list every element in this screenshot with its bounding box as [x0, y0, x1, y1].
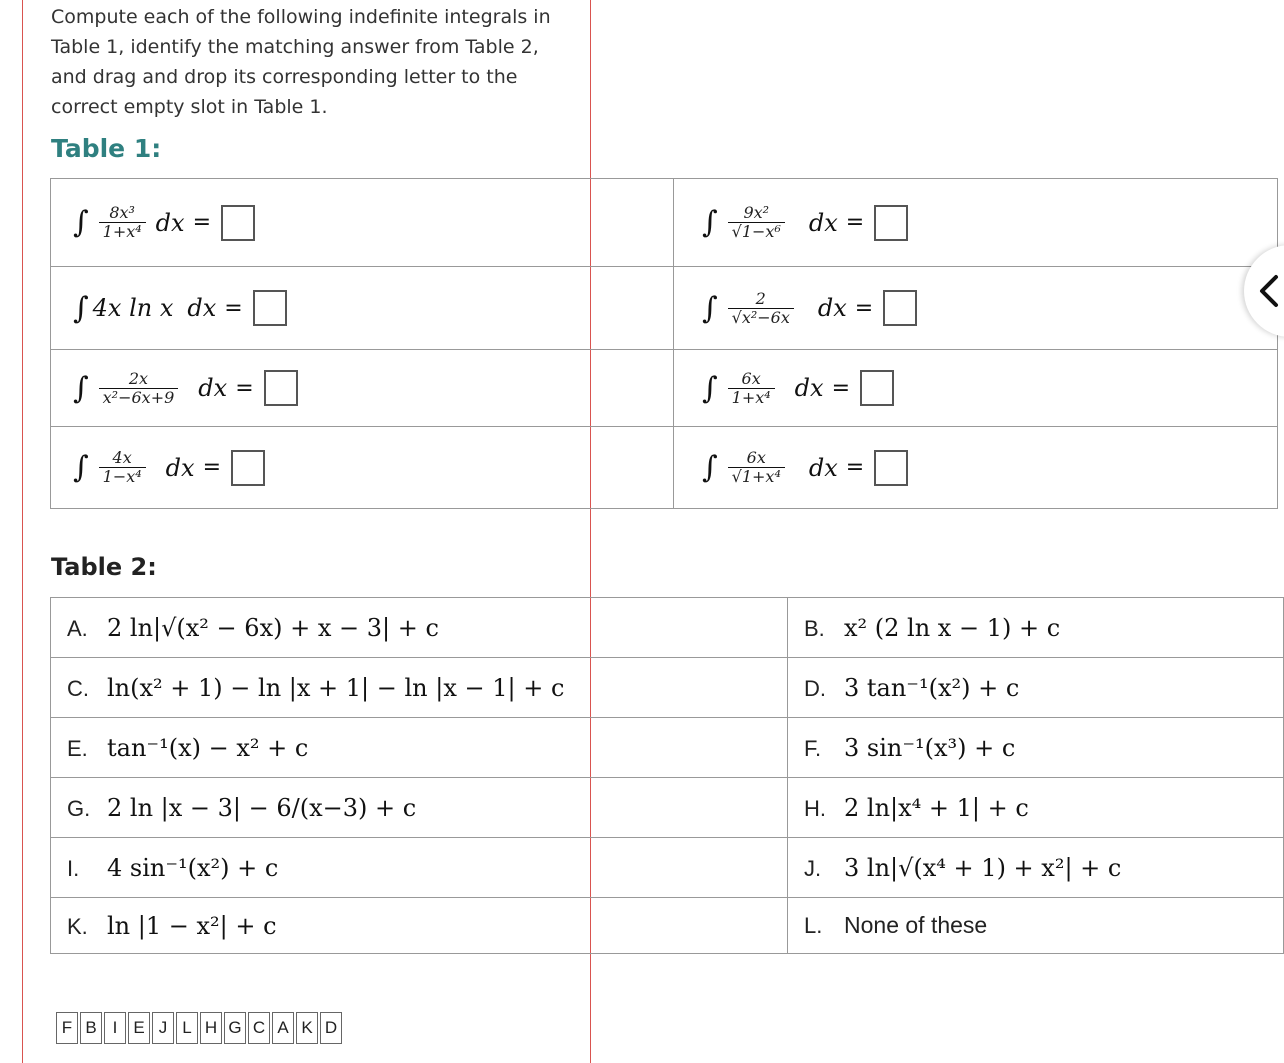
- integral-sign-icon: ∫: [73, 450, 89, 485]
- letter-chip-g[interactable]: G: [224, 1012, 246, 1044]
- table1-title: Table 1:: [51, 134, 162, 163]
- integral-cell: ∫ $\frac{6x}{\text{1+x⁴}}$ dx =: [674, 350, 1278, 427]
- answer-letter: H.: [804, 795, 826, 821]
- letter-chip-l[interactable]: L: [176, 1012, 198, 1044]
- integral-sign-icon: ∫: [702, 370, 718, 406]
- table2-row: [51, 658, 1284, 718]
- answer-expression: 2 ln |x − 3| − 6/(x−3) + c: [107, 793, 417, 822]
- answer-expression: 2 ln|√(x² − 6x) + x − 3| + c: [107, 613, 439, 642]
- answer-cell: [788, 778, 1284, 838]
- answer-cell: [788, 838, 1284, 898]
- table2-row: [51, 838, 1284, 898]
- answer-drop-slot[interactable]: [221, 205, 255, 241]
- integral-cell: ∫ $\frac{2}{\text{√x²−6x}}$ dx =: [674, 267, 1278, 350]
- answer-cell: [788, 718, 1284, 778]
- answer-drop-slot[interactable]: [874, 205, 908, 241]
- answer-drop-slot[interactable]: [883, 290, 917, 326]
- answer-cell: [788, 598, 1284, 658]
- fraction: $\frac{2}{\text{√x²−6x}}$: [728, 290, 794, 327]
- answer-expression: 3 tan⁻¹(x²) + c: [844, 673, 1020, 702]
- answer-expression: 4 sin⁻¹(x²) + c: [107, 853, 279, 882]
- answer-cell: [788, 898, 1284, 954]
- fraction: $\frac{\text{9x²}}{\text{√1−x⁶}}$: [728, 204, 785, 241]
- table2-row: [51, 718, 1284, 778]
- integral-sign-icon: ∫: [73, 290, 89, 326]
- integral-sign-icon: ∫: [702, 450, 718, 485]
- answer-expression: 3 ln|√(x⁴ + 1) + x²| + c: [844, 853, 1122, 882]
- table1-row: [51, 350, 1278, 427]
- answer-cell: [51, 838, 788, 898]
- answer-letter: B.: [804, 615, 825, 641]
- answer-letter: K.: [67, 913, 88, 939]
- letter-chip-f[interactable]: F: [56, 1012, 78, 1044]
- answer-expression: tan⁻¹(x) − x² + c: [107, 733, 309, 762]
- table1-row: [51, 427, 1278, 509]
- answer-letter: J.: [804, 855, 822, 881]
- answer-cell: [51, 598, 788, 658]
- fraction: $\frac{4x}{\text{1−x⁴}}$: [99, 449, 146, 486]
- instructions-text: Compute each of the following indefinite integrals in Table 1, identify the matching answer from Table 2, and drag and drop its corresponding letter to the correct empty slot in Table 1.: [51, 6, 551, 118]
- integral-cell: ∫ $\frac{\text{8x³}}{\text{1+x⁴}}$ dx =: [51, 179, 674, 267]
- integral-cell: ∫ 4x ln x dx =: [51, 267, 674, 350]
- table2: [50, 597, 1284, 954]
- fraction: $\frac{6x}{\text{1+x⁴}}$: [728, 370, 775, 407]
- answer-letter: L.: [804, 913, 823, 938]
- letter-chip-j[interactable]: J: [152, 1012, 174, 1044]
- integral-cell: ∫ $\frac{4x}{\text{1−x⁴}}$ dx =: [51, 427, 674, 509]
- integral-sign-icon: ∫: [73, 370, 89, 406]
- answer-letter: F.: [804, 735, 822, 761]
- integral-cell: ∫ $\frac{\text{9x²}}{\text{√1−x⁶}}$ dx =: [674, 179, 1278, 267]
- answer-letter: E.: [67, 735, 88, 761]
- guide-line-left: [22, 0, 23, 1063]
- draggable-letter-bank: [56, 1012, 342, 1044]
- letter-chip-d[interactable]: D: [320, 1012, 342, 1044]
- answer-cell: [788, 658, 1284, 718]
- letter-chip-c[interactable]: C: [248, 1012, 270, 1044]
- answer-drop-slot[interactable]: [253, 290, 287, 326]
- answer-letter: A.: [67, 615, 88, 641]
- answer-letter: D.: [804, 675, 826, 701]
- table2-row: [51, 898, 1284, 954]
- answer-letter: I.: [67, 855, 80, 881]
- answer-expression: ln(x² + 1) − ln |x + 1| − ln |x − 1| + c: [107, 673, 565, 702]
- fraction: $\frac{6x}{\text{√1+x⁴}}$: [728, 449, 785, 486]
- table1-row: [51, 267, 1278, 350]
- answer-cell: [51, 898, 788, 954]
- integral-cell: ∫ $\frac{6x}{\text{√1+x⁴}}$ dx =: [674, 427, 1278, 509]
- letter-chip-e[interactable]: E: [128, 1012, 150, 1044]
- answer-cell: [51, 778, 788, 838]
- answer-cell: [51, 718, 788, 778]
- answer-expression: 3 sin⁻¹(x³) + c: [844, 733, 1016, 762]
- letter-chip-b[interactable]: B: [80, 1012, 102, 1044]
- answer-drop-slot[interactable]: [860, 370, 894, 406]
- fraction: $\frac{\text{8x³}}{\text{1+x⁴}}$: [99, 204, 146, 241]
- letter-chip-k[interactable]: K: [296, 1012, 318, 1044]
- fraction: $\frac{2x}{\text{x²−6x+9}}$: [99, 370, 179, 407]
- answer-drop-slot[interactable]: [874, 450, 908, 486]
- table1-row: [51, 179, 1278, 267]
- integral-sign-icon: ∫: [702, 205, 718, 240]
- answer-drop-slot[interactable]: [264, 370, 298, 406]
- table1: [50, 178, 1278, 509]
- answer-letter: C.: [67, 675, 89, 701]
- integral-sign-icon: ∫: [73, 205, 89, 240]
- answer-expression: 2 ln|x⁴ + 1| + c: [844, 793, 1029, 822]
- letter-chip-i[interactable]: I: [104, 1012, 126, 1044]
- integral-cell: ∫ $\frac{2x}{\text{x²−6x+9}}$ dx =: [51, 350, 674, 427]
- table2-row: [51, 598, 1284, 658]
- letter-chip-a[interactable]: A: [272, 1012, 294, 1044]
- table2-row: [51, 778, 1284, 838]
- chevron-left-icon: [1254, 273, 1284, 309]
- answer-drop-slot[interactable]: [231, 450, 265, 486]
- answer-letter: G.: [67, 795, 91, 821]
- integral-sign-icon: ∫: [702, 290, 718, 326]
- answer-expression: ln |1 − x²| + c: [107, 911, 277, 940]
- letter-chip-h[interactable]: H: [200, 1012, 222, 1044]
- answer-cell: [51, 658, 788, 718]
- answer-expression: None of these: [844, 912, 988, 938]
- table2-title: Table 2:: [51, 553, 157, 581]
- answer-expression: x² (2 ln x − 1) + c: [844, 613, 1061, 642]
